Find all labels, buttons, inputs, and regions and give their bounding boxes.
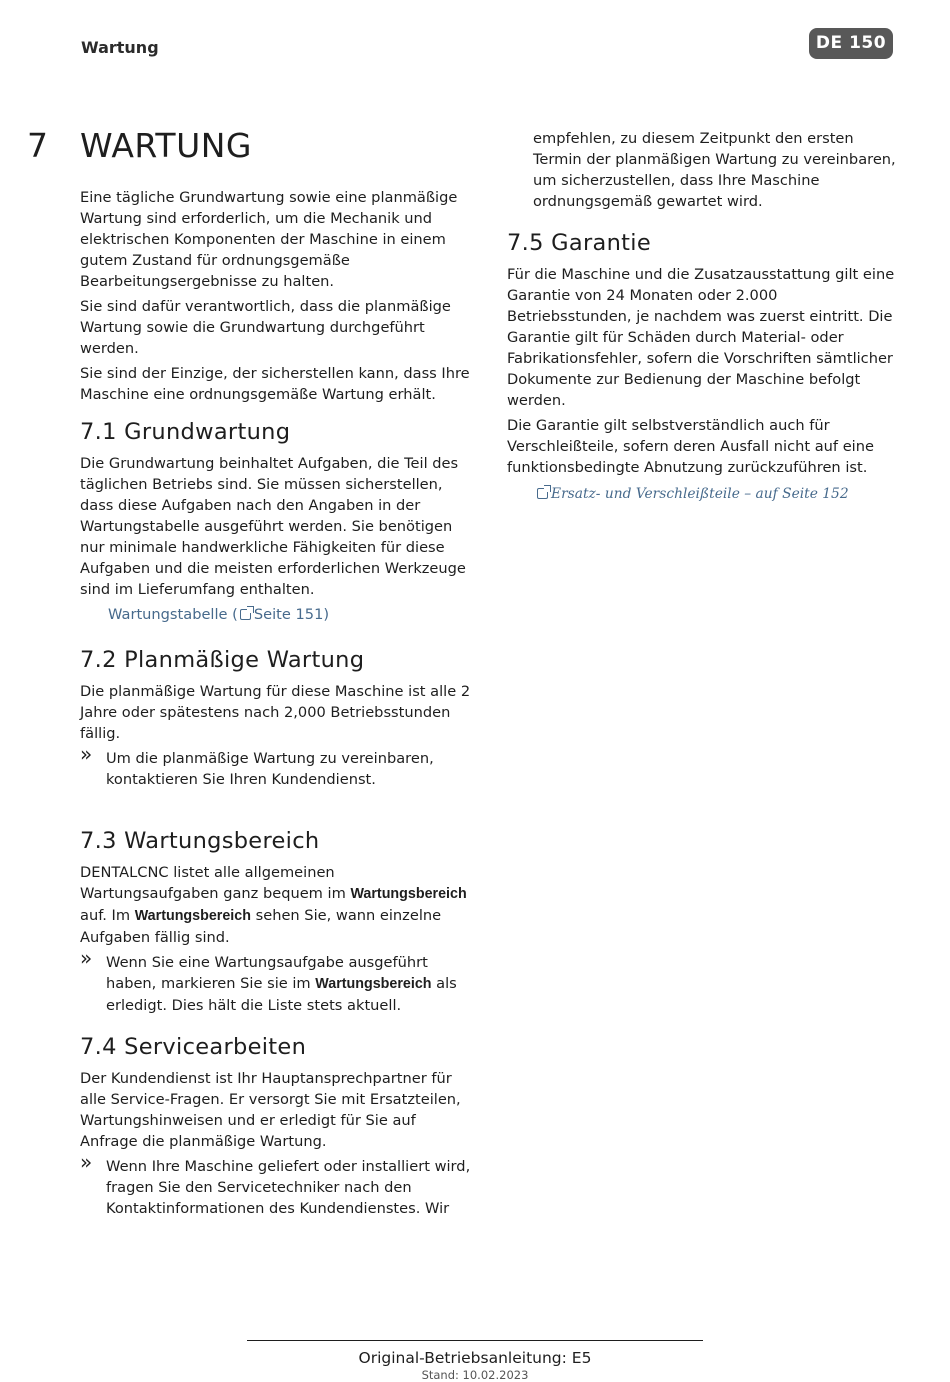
link-close: ) <box>323 606 330 623</box>
section-7-4-text: Der Kundendienst ist Ihr Hauptansprechpartner für alle Service-Fragen. Er versorgt Sie mit Ersatzteilen, Wartungshinweisen und er erledigt für Sie auf Anfrage die planmäßige Wartung. <box>80 1070 461 1150</box>
section-7-1-text: Die Grundwartung beinhaltet Aufgaben, die Teil des täglichen Betriebs sind. Sie müssen sicherstellen, dass diese Aufgaben nach den Angaben in der Wartungstabelle ausgeführt werden. Sie benötigen nur minimale handwerkliche Fähigkeiten für diese Aufgaben und die meisten erforderlichen Werkzeuge sind im Lieferumfang enthalten. <box>80 455 466 598</box>
intro-paragraph-2: Sie sind dafür verantwortlich, dass die planmäßige Wartung sowie die Grundwartung durchgeführt werden. <box>80 298 451 357</box>
bullet-item <box>80 1150 472 1219</box>
link-label: Wartungstabelle ( <box>108 606 238 623</box>
running-header: Wartung <box>81 38 159 57</box>
section-7-2-text: Die planmäßige Wartung für diese Maschine ist alle 2 Jahre oder spätestens nach 2,000 Betriebsstunden fällig. <box>80 683 471 742</box>
text-run: Wenn Sie eine Wartungsaufgabe ausgeführt haben, markieren Sie sie im <box>106 954 428 992</box>
maintenance-table-link[interactable] <box>80 604 472 625</box>
bullet-item <box>80 742 472 790</box>
right-column <box>507 128 899 505</box>
chapter-number: 7 <box>27 126 48 165</box>
bold-term: Wartungsbereich <box>134 908 251 924</box>
double-chevron-right-icon: » <box>80 742 93 766</box>
section-heading-7-2: 7.2 Planmäßige Wartung <box>80 647 365 673</box>
intro-paragraph-1: Eine tägliche Grundwartung sowie eine planmäßige Wartung sind erforderlich, um die Mechanik und elektrischen Komponenten der Maschine in einem gutem Zustand für ordnungsgemäße Bearbeitungsergebnisse zu halten. <box>80 189 458 290</box>
section-heading-7-1: 7.1 Grundwartung <box>80 419 291 445</box>
section-7-5-paragraph-2: Die Garantie gilt selbstverständlich auch für Verschleißteile, sofern deren Ausfall nicht auf eine funktionsbedingte Abnutzung zurückzuführen ist. <box>507 417 874 476</box>
link-page: Seite 151 <box>253 606 324 623</box>
left-column <box>80 187 472 1223</box>
bullet-item <box>80 946 472 1016</box>
spare-parts-link-label: Ersatz- und Verschleißteile – auf Seite 152 <box>551 486 849 502</box>
text-run: als erledigt. Dies hält die Liste stets aktuell. <box>106 975 457 1014</box>
section-heading-7-5: 7.5 Garantie <box>507 230 651 256</box>
text-run: sehen Sie, wann einzelne Aufgaben fällig sind. <box>80 907 442 946</box>
chapter-title: WARTUNG <box>80 126 252 165</box>
bold-term: Wartungsbereich <box>315 976 432 992</box>
section-7-4-bullet-continued: empfehlen, zu diesem Zeitpunkt den ersten Termin der planmäßigen Wartung zu vereinbaren, um sicherzustellen, dass Ihre Maschine ordnungsgemäß gewartet wird. <box>533 130 896 210</box>
text-run: auf. Im <box>80 907 135 924</box>
section-7-4-bullet: Wenn Ihre Maschine geliefert oder installiert wird, fragen Sie den Servicetechniker nach den Kontaktinformationen des Kundendienstes. Wir <box>106 1158 471 1217</box>
footer-title: Original-Betriebsanleitung: E5 <box>358 1349 592 1367</box>
intro-paragraph-3: Sie sind der Einzige, der sicherstellen kann, dass Ihre Maschine eine ordnungsgemäße Wartung erhält. <box>80 365 470 403</box>
section-7-5-paragraph-1: Für die Maschine und die Zusatzausstattung gilt eine Garantie von 24 Monaten oder 2.000 Betriebsstunden, je nachdem was zuerst eintritt. Die Garantie gilt für Schäden durch Material- oder Fabrikationsfehler, sofern die Vorschriften sämtlicher Dokumente zur Bedienung der Maschine befolgt werden. <box>507 266 895 409</box>
section-7-2-bullet: Um die planmäßige Wartung zu vereinbaren, kontaktieren Sie Ihren Kundendienst. <box>106 750 434 788</box>
double-chevron-right-icon: » <box>80 1150 93 1174</box>
page-number-badge: DE 150 <box>809 28 893 59</box>
footer-divider <box>247 1340 703 1341</box>
external-link-icon <box>240 609 251 620</box>
double-chevron-right-icon: » <box>80 946 93 970</box>
text-run: DENTALCNC listet alle allgemeinen Wartungsaufgaben ganz bequem im <box>80 864 351 902</box>
section-7-3-text <box>80 862 472 948</box>
footer-date: Stand: 10.02.2023 <box>421 1368 529 1382</box>
section-heading-7-4: 7.4 Servicearbeiten <box>80 1034 307 1060</box>
bold-term: Wartungsbereich <box>350 886 467 902</box>
spare-parts-link[interactable] <box>507 482 899 505</box>
section-7-3-bullet <box>106 952 472 1016</box>
section-heading-7-3: 7.3 Wartungsbereich <box>80 828 320 854</box>
external-link-icon <box>537 488 548 499</box>
